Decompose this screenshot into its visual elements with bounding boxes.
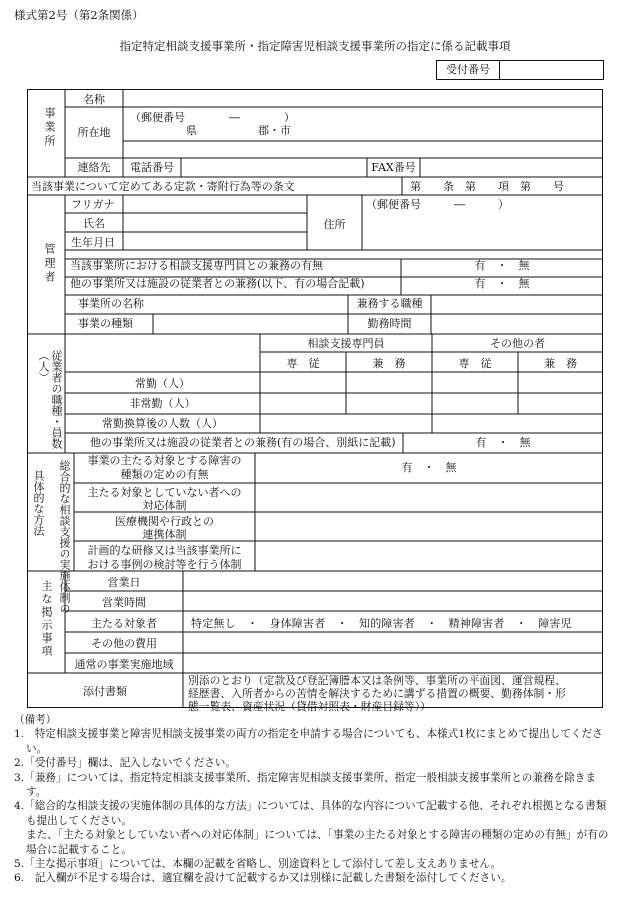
specialist-header: 相談支援専門員 [307,337,385,350]
attachment-line1: 別添のとおり（定款及び登記簿謄本又は条例等、事業所の平面図、運営規程、 [188,674,566,687]
note-4b: また、「主たる対象としていない者への対応体制」については、「事業の主たる対象とする障害の種類の定めの有無」が有の場合に記載すること。 [26,829,609,856]
manager-dual-other-label: 他の事業所又は施設の従業者との兼務(以下、有の場合記載) [70,277,365,290]
staff-dual-other-choice[interactable]: 有 ・ 無 [475,436,531,449]
office-city: 郡・市 [258,124,291,137]
others-header: その他の者 [490,337,545,350]
office-fax-label: FAX番号 [371,161,416,174]
form-number: 様式第2号（第2条関係） [14,8,144,22]
method-section-label-a: 具体的な方法 [32,470,45,536]
manager-section-label: 管理者 [43,243,56,285]
specialist-full-header: 専 従 [286,357,320,370]
articles-label: 当該事業について定めてある定款・寄附行為等の条文 [31,180,295,193]
manager-name-label: 氏名 [83,217,105,230]
office-section-label: 事業所 [43,107,56,149]
note-6: 6. 記入欄が不足する場合は、適宜欄を設けて記載するか又は別様に記載した書類を添付してください。 [14,872,512,885]
method-row4-label-b: おける事例の検討等を行う体制 [87,558,242,571]
other-office-name-label: 事業所の名称 [78,297,144,310]
method-row2-label-b: 対応体制 [142,499,187,512]
manager-dual-specialist-label: 当該事業所における相談支援専門員との兼務の有無 [70,259,323,272]
other-fees-label: その他の費用 [91,637,157,650]
manager-dual-other-choice[interactable]: 有 ・ 無 [474,277,530,290]
note-5: 5.「主な掲示事項」については、本欄の記載を省略し、別途資料として添付して差し支えありません。 [14,858,502,871]
main-target-label: 主たる対象者 [91,617,157,630]
business-days-label: 営業日 [107,576,141,589]
nonregular-label: 非常勤（人） [129,397,196,410]
method-row3-label-a: 医療機関や行政との [115,515,214,528]
main-target-choices[interactable]: 特定無し ・ 身体障害者 ・ 知的障害者 ・ 精神障害者 ・ 障害児 [191,617,572,630]
others-dual-header: 兼 務 [544,357,577,370]
method-row1-label-b: 種類の定めの有無 [120,468,209,481]
method-row3-label-b: 連携体制 [142,528,187,541]
receipt-number-label: 受付番号 [437,61,500,79]
others-full-header: 専 従 [458,357,492,370]
note-2: 2.「受付番号」欄は、記入しないでください。 [14,757,236,770]
service-area-label: 通常の事業実施地域 [74,658,174,671]
method-row4-label-a: 計画的な研修又は当該事業所に [87,544,242,557]
note-3: 3.「兼務」については、指定特定相談支援事業所、指定障害児相談支援事業所、指定一般相談支援事業所との兼務を除きます。 [14,771,596,799]
office-postal: （郵便番号 ― ） [130,111,295,124]
staff-dual-other-label: 他の事業所又は施設の従業者との兼務(有の場合、別紙に記載) [90,436,396,449]
note-4: 4.「総合的な相談支援の実施体制の具体的な方法」については、具体的な内容について記載する他、それぞれ根拠となる書類も提出してください。 [14,800,607,827]
manager-birth-label: 生年月日 [71,236,115,249]
notes [14,713,614,886]
office-name-label: 名称 [83,93,105,106]
manager-postal: （郵便番号 ― ） [366,198,509,211]
main-items-section-label: 主な掲示事項 [40,580,53,658]
page-title: 指定特定相談支援事業所・指定障害児相談支援事業所の指定に係る記載事項 [119,39,511,53]
manager-furigana-label: フリガナ [71,198,115,211]
attachment-line3: 態一覧表、資産状況（貸借対照表・財産目録等）） [188,700,431,713]
other-job-label: 兼務する職種 [356,297,423,310]
receipt-number-field[interactable] [500,61,603,79]
manager-dual-specialist-choice[interactable]: 有 ・ 無 [474,259,530,272]
method-row1-choice[interactable]: 有 ・ 無 [401,461,457,474]
method-row1-label-a: 事業の主たる対象とする障害の [87,454,242,467]
manager-address-label: 住所 [323,218,346,231]
note-1: 1. 特定相談支援事業と障害児相談支援事業の両方の指定を申請する場合についても、本様式1枚にまとめて提出してください。 [14,728,603,755]
method-section-label-b: 総合的な相談支援の実施体制の [58,460,71,614]
articles-value: 第 条 第 項 第 号 [410,180,564,193]
regular-label: 常勤（人） [135,377,190,390]
converted-label: 常勤換算後の人数（人） [102,417,223,430]
attachment-label: 添付書類 [83,685,127,698]
receipt-number-box [436,60,604,80]
business-hours-label: 営業時間 [102,596,146,609]
office-address-label: 所在地 [77,126,111,139]
method-row2-label-a: 主たる対象としていない者への [87,486,242,499]
notes-heading: （備考） [14,714,57,726]
specialist-dual-header: 兼 務 [372,357,406,370]
office-contact-label: 連絡先 [77,161,111,174]
attachment-line2: 経歴書、入所者からの苦情を解決するために講ずる措置の概要、勤務体制・形 [188,687,566,700]
other-business-type-label: 事業の種類 [78,317,133,330]
staff-section-label: 従業者の職種・員数（人） [37,350,63,449]
other-hours-label: 勤務時間 [367,317,412,330]
office-pref: 県 [186,124,197,137]
form-outer-border [27,89,603,708]
office-phone-label: 電話番号 [130,161,174,174]
